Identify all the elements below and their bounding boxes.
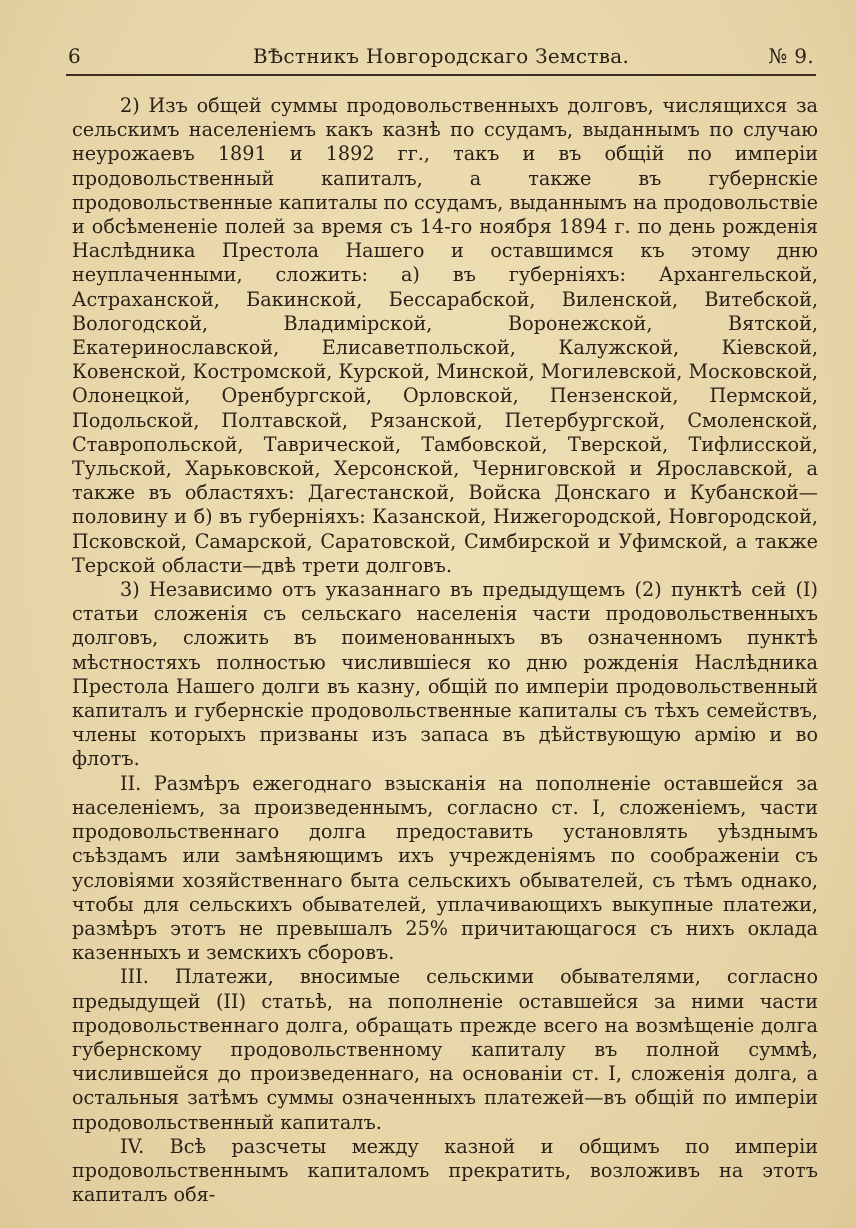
- issue-number: № 9.: [768, 44, 814, 68]
- article-body: [72, 94, 818, 1207]
- running-header: [68, 44, 814, 74]
- journal-title: ВѢстникъ Новгородскаго Земства.: [252, 44, 630, 68]
- article-iv: IV. Всѣ разсчеты между казной и общимъ по имперіи продовольственнымъ капиталомъ прекратить, возложивъ на этотъ капиталъ обя-: [72, 1134, 818, 1207]
- article-ii: II. Размѣръ ежегоднаго взысканія на пополненіе оставшейся за населеніемъ, за произведеннымъ, согласно ст. I, сложеніемъ, части продовольственнаго долга предоставить установлять уѣзднымъ съѣздамъ или замѣняющимъ ихъ учрежденіямъ по соображеніи съ условіями хозяйственнаго быта сельскихъ обывателей, съ тѣмъ однако, чтобы для сельскихъ обывателей, уплачивающихъ выкупные платежи, размѣръ этотъ не превышалъ 25% причитающагося съ нихъ оклада казенныхъ и земскихъ сборовъ.: [72, 771, 818, 965]
- paragraph-2: 2) Изъ общей суммы продовольственныхъ долговъ, числящихся за сельскимъ населеніемъ какъ казнѣ по ссудамъ, выданнымъ по случаю неурожаевъ 1891 и 1892 гг., такъ и въ общій по имперіи продовольственный капиталъ, а также въ губернскіе продовольственные капиталы по ссудамъ, выданнымъ на продовольствіе и обсѣмененіе полей за время съ 14-го ноября 1894 г. по день рожденія Наслѣдника Престола Нашего и оставшимся къ этому дню неуплаченными, сложить: а) въ губерніяхъ: Архангельской, Астраханской, Бакинской, Бессарабской, Виленской, Витебской, Вологодской, Владимірской, Воронежской, Вятской, Екатеринославской, Елисаветпольской, Калужской, Кіевской, Ковенской, Костромской, Курской, Минской, Могилевской, Московской, Олонецкой, Оренбургской, Орловской, Пензенской, Пермской, Подольской, Полтавской, Рязанской, Петербургской, Смоленской, Ставропольской, Таврической, Тамбовской, Тверской, Тифлисской, Тульской, Харьковской, Херсонской, Черниговской и Ярославской, а также въ областяхъ: Дагестанской, Войска Донскаго и Кубанской—половину и б) въ губерніяхъ: Казанской, Нижегородской, Новгородской, Псковской, Самарской, Саратовской, Симбирской и Уфимской, а также Терской области—двѣ трети долговъ.: [72, 94, 818, 577]
- article-iii: III. Платежи, вносимые сельскими обывателями, согласно предыдущей (II) статьѣ, на пополненіе оставшейся за ними части продовольственнаго долга, обращать прежде всего на возмѣщеніе долга губернскому продовольственному капиталу въ полной суммѣ, числившейся до произведеннаго, на основаніи ст. I, сложенія долга, а остальныя затѣмъ суммы означенныхъ платежей—въ общій по имперіи продовольственный капиталъ.: [72, 965, 818, 1134]
- header-rule: [66, 74, 816, 76]
- paragraph-3: 3) Независимо отъ указаннаго въ предыдущемъ (2) пунктѣ сей (I) статьи сложенія съ сельскаго населенія части продовольственныхъ долговъ, сложить въ поименованныхъ въ означенномъ пунктѣ мѣстностяхъ полностью числившіеся ко дню рожденія Наслѣдника Престола Нашего долги въ казну, общій по имперіи продовольственный капиталъ и губернскіе продовольственные капиталы съ тѣхъ семействъ, члены которыхъ призваны изъ запаса въ дѣйствующую армію и во флотъ.: [72, 578, 818, 771]
- page-number: 6: [68, 44, 82, 68]
